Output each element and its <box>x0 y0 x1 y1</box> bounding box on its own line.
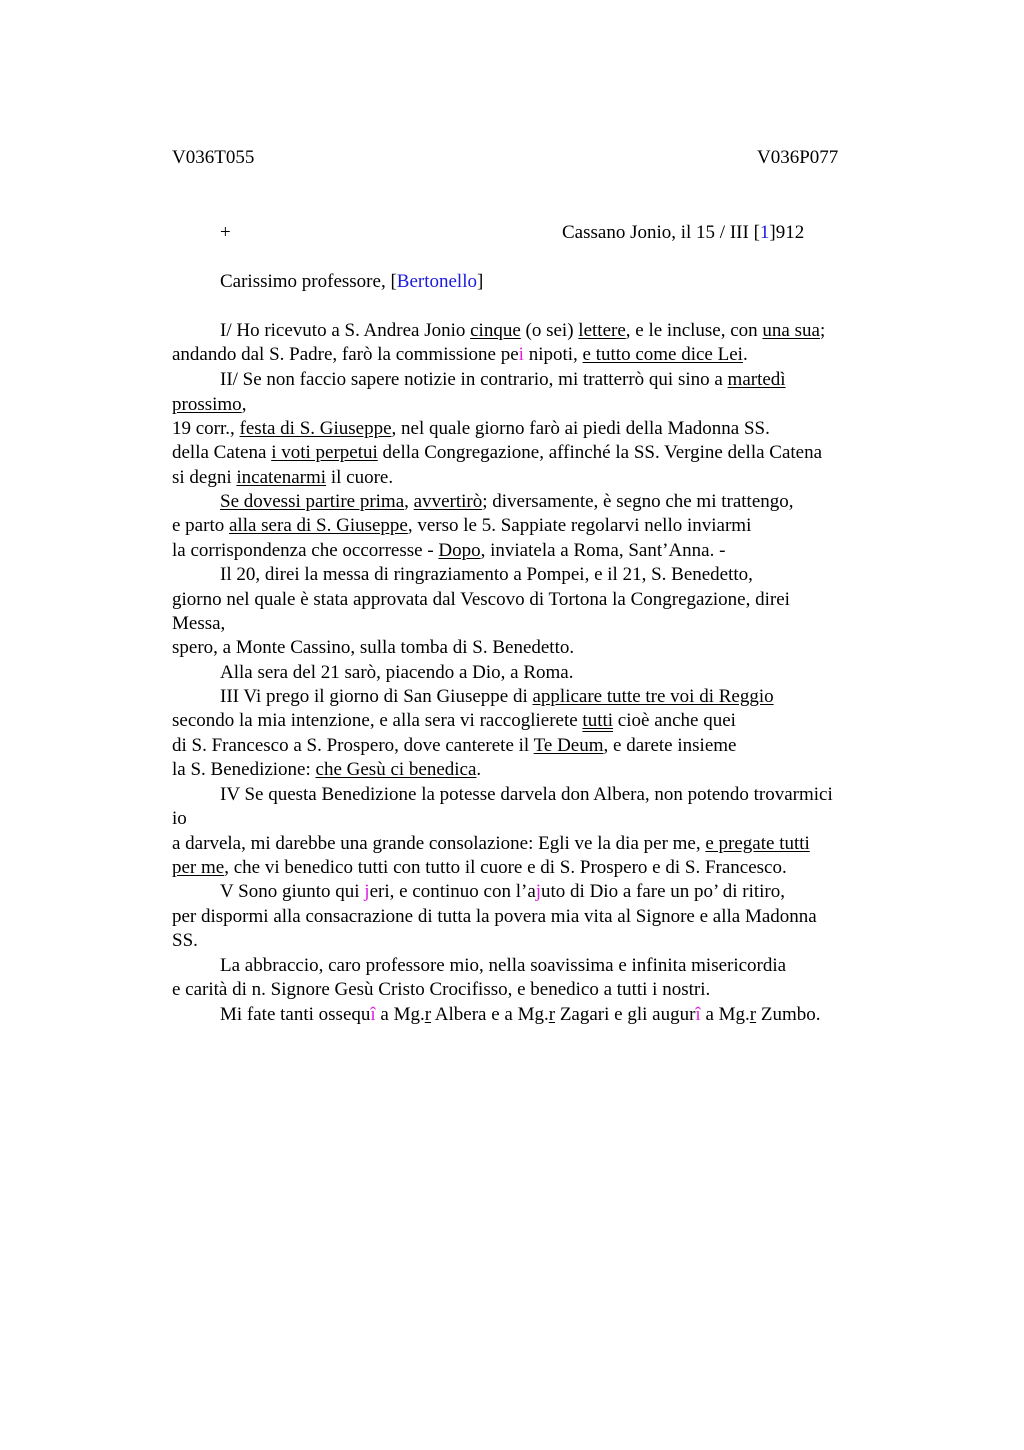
body-line <box>220 662 574 684</box>
text-segment: j <box>364 881 370 902</box>
text-segment: tutti <box>582 710 614 731</box>
body-line <box>172 857 787 879</box>
text-segment: cinque <box>470 320 521 341</box>
body-line <box>172 442 822 464</box>
text-segment: , nel quale giorno farò ai piedi della Madonna SS. <box>391 418 770 439</box>
text-segment: Albera e a Mg. <box>431 1004 549 1025</box>
text-segment: alla sera di S. Giuseppe <box>228 515 408 536</box>
text-segment: di S. Francesco a S. Prospero, dove canterete il <box>172 735 534 756</box>
text-segment: . <box>476 759 482 780</box>
text-segment: della Congregazione, affinché la SS. Vergine della Catena <box>377 442 823 463</box>
text-segment: Mi fate tanti ossequ <box>220 1004 371 1025</box>
text-segment: giorno nel quale è stata approvata dal Vescovo di Tortona la Congregazione, direi <box>172 589 790 610</box>
text-segment: (o sei) <box>520 320 579 341</box>
text-segment: per dispormi alla consacrazione di tutta la povera mia vita al Signore e alla Madonna <box>172 906 817 927</box>
body-line <box>172 930 198 952</box>
body-line <box>172 906 817 928</box>
body-line <box>220 491 794 513</box>
place-date-year-digit: 1 <box>759 222 770 243</box>
body-line <box>220 564 753 586</box>
body-line <box>220 1004 820 1026</box>
body-line <box>172 808 187 830</box>
text-segment: , verso le 5. Sappiate regolarvi nello inviarmi <box>407 515 752 536</box>
text-segment: , e le incluse, con <box>625 320 763 341</box>
text-segment: Alla sera del 21 sarò, piacendo a Dio, a Roma. <box>220 662 574 683</box>
text-segment: Zumbo. <box>756 1004 821 1025</box>
text-segment: che Gesù ci benedica <box>315 759 477 780</box>
body-line <box>172 735 736 757</box>
text-segment: , che vi benedico tutti con tutto il cuore e di S. Prospero e di S. Francesco. <box>224 857 787 878</box>
text-segment: secondo la mia intenzione, e alla sera vi raccoglierete <box>172 710 583 731</box>
body-line <box>172 637 574 659</box>
text-segment: 19 corr., <box>172 418 240 439</box>
text-segment: a Mg. <box>700 1004 750 1025</box>
text-segment: e parto <box>172 515 229 536</box>
text-segment: La abbraccio, caro professore mio, nella soavissima e infinita misericordia <box>220 955 787 976</box>
text-segment: r <box>548 1004 556 1025</box>
text-segment: , inviatela a Roma, Sant’Anna. - <box>480 540 726 561</box>
text-segment: IV Se questa Benedizione la potesse darvela don Albera, non potendo trovarmici <box>220 784 833 805</box>
text-segment: II/ Se non faccio sapere notizie in contrario, mi tratterrò qui sino a <box>220 369 728 390</box>
text-segment: martedì <box>727 369 786 390</box>
cross-mark: + <box>220 222 231 243</box>
salutation-name: Bertonello <box>396 271 477 292</box>
place-date-a: Cassano Jonio, il 15 / III [ <box>562 222 760 243</box>
text-segment: la corrispondenza che occorresse - <box>172 540 439 561</box>
text-segment: ; diversamente, è segno che mi trattengo, <box>482 491 794 512</box>
body-line <box>172 710 736 732</box>
text-segment: la S. Benedizione: <box>172 759 316 780</box>
salutation-a: Carissimo professore, [ <box>220 271 397 292</box>
text-segment: , <box>404 491 414 512</box>
text-segment: applicare tutte tre voi di Reggio <box>532 686 774 707</box>
text-segment: una sua <box>762 320 820 341</box>
text-segment: avvertirò <box>413 491 483 512</box>
text-segment: î <box>695 1004 701 1025</box>
text-segment: e tutto come dice Lei <box>582 344 743 365</box>
text-segment: SS. <box>172 930 198 951</box>
text-segment: Zagari e gli augur <box>555 1004 696 1025</box>
text-segment: a Mg. <box>375 1004 425 1025</box>
body-line <box>220 369 786 391</box>
body-line <box>172 418 770 440</box>
text-segment: V Sono giunto qui <box>220 881 365 902</box>
body-line <box>172 759 481 781</box>
text-segment: il cuore. <box>326 467 394 488</box>
body-line <box>172 589 790 611</box>
place-date-b: ]912 <box>769 222 805 243</box>
body-line <box>172 467 393 489</box>
body-line <box>220 686 774 708</box>
text-segment: nipoti, <box>523 344 583 365</box>
text-segment: uto di Dio a fare un po’ di ritiro, <box>541 881 785 902</box>
text-segment: della Catena <box>172 442 272 463</box>
text-segment: Messa, <box>172 613 226 634</box>
text-segment: , e darete insieme <box>603 735 737 756</box>
text-segment: spero, a Monte Cassino, sulla tomba di S. Benedetto. <box>172 637 575 658</box>
text-segment: Dopo <box>438 540 481 561</box>
text-segment: I/ Ho ricevuto a S. Andrea Jonio <box>220 320 471 341</box>
body-line <box>220 784 833 806</box>
text-segment: a darvela, mi darebbe una grande consolazione: Egli ve la dia per me, <box>172 833 706 854</box>
text-segment: festa di S. Giuseppe <box>239 418 392 439</box>
body-line <box>172 613 225 635</box>
text-segment: cioè anche quei <box>613 710 736 731</box>
body-line <box>172 540 725 562</box>
text-segment: r <box>749 1004 757 1025</box>
text-segment: eri, e continuo con l’a <box>369 881 536 902</box>
text-segment: . <box>742 344 748 365</box>
body-line <box>172 979 710 1001</box>
left-code: V036T055 <box>172 147 255 168</box>
text-segment: per me <box>172 857 225 878</box>
place-date <box>562 222 804 244</box>
body-line <box>172 833 810 855</box>
salutation-b: ] <box>476 271 484 292</box>
text-segment: Te Deum <box>533 735 604 756</box>
text-segment: î <box>370 1004 376 1025</box>
text-segment: r <box>424 1004 432 1025</box>
salutation <box>220 271 483 293</box>
text-segment: , <box>241 394 247 415</box>
body-line <box>172 394 246 416</box>
text-segment: e pregate tutti <box>705 833 810 854</box>
text-segment: lettere <box>578 320 626 341</box>
text-segment: io <box>172 808 187 829</box>
right-code: V036P077 <box>757 147 839 168</box>
text-segment: Il 20, direi la messa di ringraziamento a Pompei, e il 21, S. Benedetto, <box>220 564 753 585</box>
body-line <box>220 955 786 977</box>
text-segment: Se dovessi partire prima <box>220 491 405 512</box>
text-segment: i voti perpetui <box>271 442 378 463</box>
text-segment: incatenarmi <box>236 467 327 488</box>
body-line <box>220 881 785 903</box>
body-line <box>172 515 751 537</box>
text-segment: si degni <box>172 467 237 488</box>
text-segment: III Vi prego il giorno di San Giuseppe di <box>220 686 533 707</box>
text-segment: i <box>518 344 524 365</box>
body-line <box>220 320 825 342</box>
text-segment: ; <box>819 320 826 341</box>
text-segment: e carità di n. Signore Gesù Cristo Crocifisso, e benedico a tutti i nostri. <box>172 979 711 1000</box>
text-segment: prossimo <box>172 394 242 415</box>
text-segment: andando dal S. Padre, farò la commissione pe <box>172 344 519 365</box>
text-segment: j <box>535 881 542 902</box>
body-line <box>172 344 748 366</box>
